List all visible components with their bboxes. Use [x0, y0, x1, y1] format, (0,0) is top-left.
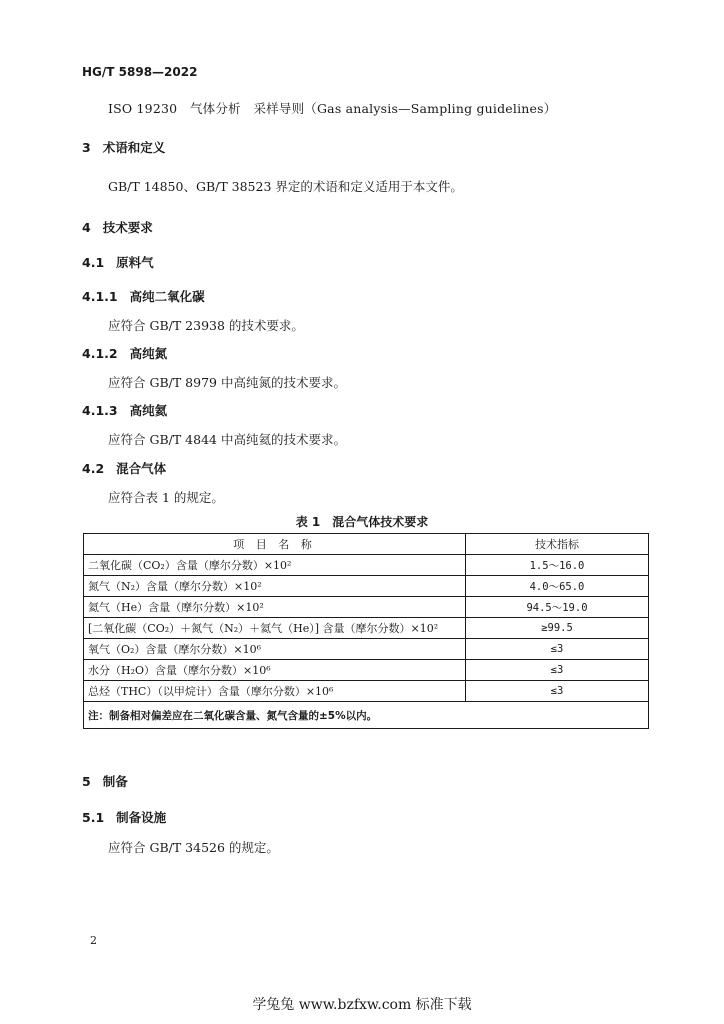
site-footer: 学兔兔 www.bzfxw.com 标准下载	[252, 997, 472, 1013]
table-row	[84, 618, 649, 639]
section-4-2-text: 应符合表 1 的规定。	[108, 490, 224, 505]
section-number: 4.1.3	[82, 403, 118, 418]
section-number: 4.1.1	[82, 289, 118, 304]
table-header-row	[84, 534, 649, 555]
section-3-heading	[82, 138, 165, 156]
section-number: 4	[82, 220, 91, 235]
value-cell: ≤3	[466, 681, 649, 702]
section-4-1-2-text: 应符合 GB/T 8979 中高纯氮的技术要求。	[108, 375, 346, 390]
table-row	[84, 555, 649, 576]
value-cell: ≤3	[466, 639, 649, 660]
section-5-heading	[82, 772, 128, 790]
section-4-heading	[82, 218, 153, 236]
section-number: 4.2	[82, 461, 105, 476]
table-row	[84, 639, 649, 660]
value-cell: 94.5～19.0	[466, 597, 649, 618]
section-5-1-heading	[82, 808, 166, 826]
section-number: 4.1.2	[82, 346, 118, 361]
column-header-spec: 技术指标	[466, 534, 649, 555]
value-cell: 4.0～65.0	[466, 576, 649, 597]
section-number: 4.1	[82, 255, 105, 270]
table-row	[84, 576, 649, 597]
item-cell: 总烃（THC）（以甲烷计）含量（摩尔分数）×10⁶	[84, 681, 466, 702]
section-title: 混合气体	[116, 461, 167, 476]
section-3-text: GB/T 14850、GB/T 38523 界定的术语和定义适用于本文件。	[108, 179, 463, 194]
value-cell: ≤3	[466, 660, 649, 681]
table-row	[84, 597, 649, 618]
section-4-1-1-text: 应符合 GB/T 23938 的技术要求。	[108, 318, 304, 333]
section-title: 高纯氦	[129, 403, 168, 418]
table-row	[84, 660, 649, 681]
table-note-row	[84, 702, 649, 729]
section-4-2-heading	[82, 459, 166, 477]
section-number: 5	[82, 774, 91, 789]
item-cell: 氮气（N₂）含量（摩尔分数）×10²	[84, 576, 466, 597]
table-row	[84, 681, 649, 702]
standard-number-header: HG/T 5898—2022	[82, 65, 198, 79]
technical-requirements-table	[83, 533, 649, 729]
table-note: 注：制备相对偏差应在二氧化碳含量、氮气含量的±5%以内。	[84, 702, 649, 729]
section-4-1-1-heading	[82, 287, 205, 305]
item-cell: 氦气（He）含量（摩尔分数）×10²	[84, 597, 466, 618]
section-4-1-3-text: 应符合 GB/T 4844 中高纯氦的技术要求。	[108, 432, 346, 447]
item-cell: 二氧化碳（CO₂）含量（摩尔分数）×10²	[84, 555, 466, 576]
table-caption: 表 1 混合气体技术要求	[295, 515, 429, 529]
value-cell: ≥99.5	[466, 618, 649, 639]
section-4-1-2-heading	[82, 344, 167, 362]
section-number: 5.1	[82, 810, 105, 825]
section-title: 制备	[102, 774, 128, 789]
page-number: 2	[90, 934, 97, 947]
section-title: 高纯二氧化碳	[129, 289, 205, 304]
section-4-1-heading	[82, 253, 154, 271]
section-title: 技术要求	[102, 220, 153, 235]
section-5-1-text: 应符合 GB/T 34526 的规定。	[108, 840, 279, 855]
item-cell: 氧气（O₂）含量（摩尔分数）×10⁶	[84, 639, 466, 660]
value-cell: 1.5～16.0	[466, 555, 649, 576]
section-title: 制备设施	[116, 810, 167, 825]
normative-reference: ISO 19230 气体分析 采样导则（Gas analysis—Sampling guidelines）	[108, 101, 557, 116]
section-title: 原料气	[116, 255, 154, 270]
section-title: 术语和定义	[102, 140, 166, 155]
column-header-item: 项 目 名 称	[84, 534, 466, 555]
section-4-1-3-heading	[82, 401, 167, 419]
item-cell: [二氧化碳（CO₂）＋氮气（N₂）＋氦气（He）] 含量（摩尔分数）×10²	[84, 618, 466, 639]
section-title: 高纯氮	[129, 346, 168, 361]
section-number: 3	[82, 140, 91, 155]
item-cell: 水分（H₂O）含量（摩尔分数）×10⁶	[84, 660, 466, 681]
